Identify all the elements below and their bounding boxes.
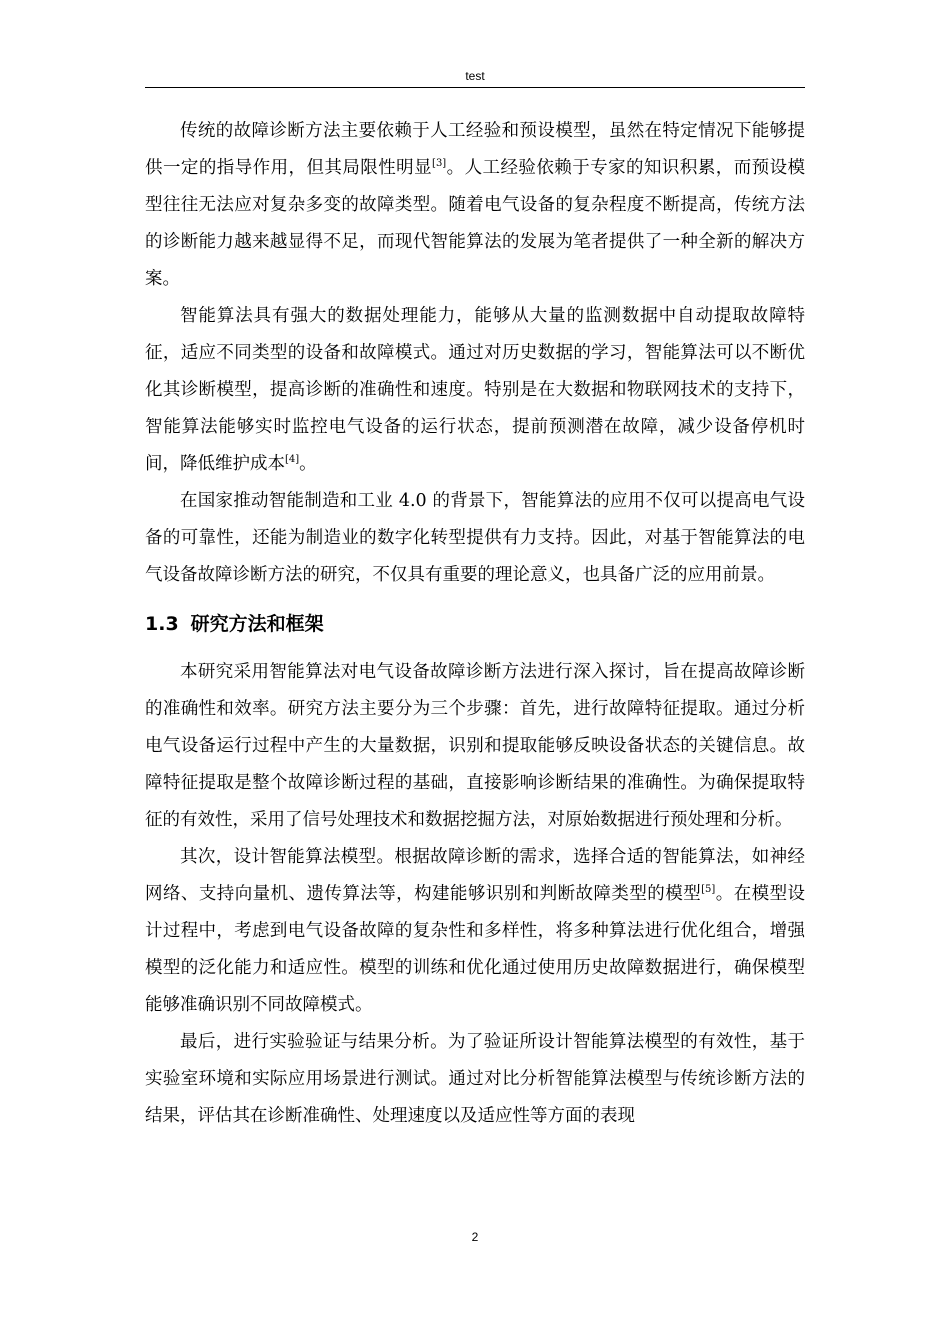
citation-ref: [5] [701,884,716,895]
paragraph-industry-4: 在国家推动智能制造和工业 4.0 的背景下，智能算法的应用不仅可以提高电气设备的可靠性，还能为制造业的数字化转型提供有力支持。因此，对基于智能算法的电气设备故障诊断方法的研究，不仅具有重要的理论意义，也具备广泛的应用前景。 [145,491,805,585]
section-title: 研究方法和框架 [190,613,324,635]
citation-ref: [4] [285,454,300,465]
citation-ref: [3] [432,158,447,169]
section-number: 1.3 [145,613,179,635]
section-heading [145,606,805,642]
page-header: test [465,69,485,83]
paragraph-experiment-validation: 最后，进行实验验证与结果分析。为了验证所设计智能算法模型的有效性，基于实验室环境和实际应用场景进行测试。通过对比分析智能算法模型与传统诊断方法的结果，评估其在诊断准确性、处理速度以及适应性等方面的表现 [145,1032,805,1126]
page-number: 2 [471,1230,479,1244]
paragraph-research-method: 本研究采用智能算法对电气设备故障诊断方法进行深入探讨，旨在提高故障诊断的准确性和效率。研究方法主要分为三个步骤：首先，进行故障特征提取。通过分析电气设备运行过程中产生的大量数据，识别和提取能够反映设备状态的关键信息。故障特征提取是整个故障诊断过程的基础，直接影响诊断结果的准确性。为确保提取特征的有效性，采用了信号处理技术和数据挖掘方法，对原始数据进行预处理和分析。 [145,662,805,830]
header-divider [145,87,805,88]
document-body [145,113,805,1135]
paragraph-intelligent-algorithms: 智能算法具有强大的数据处理能力，能够从大量的监测数据中自动提取故障特征，适应不同类型的设备和故障模式。通过对历史数据的学习，智能算法可以不断优化其诊断模型，提高诊断的准确性和速度。特别是在大数据和物联网技术的支持下，智能算法能够实时监控电气设备的运行状态，提前预测潜在故障，减少设备停机时间，降低维护成本[4]。 [145,306,805,474]
paragraph-traditional-methods: 传统的故障诊断方法主要依赖于人工经验和预设模型，虽然在特定情况下能够提供一定的指导作用，但其局限性明显[3]。人工经验依赖于专家的知识积累，而预设模型往往无法应对复杂多变的故障类型。随着电气设备的复杂程度不断提高，传统方法的诊断能力越来越显得不足，而现代智能算法的发展为笔者提供了一种全新的解决方案。 [145,121,806,289]
paragraph-model-design: 其次，设计智能算法模型。根据故障诊断的需求，选择合适的智能算法，如神经网络、支持向量机、遗传算法等，构建能够识别和判断故障类型的模型[5]。在模型设计过程中，考虑到电气设备故障的复杂性和多样性，将多种算法进行优化组合，增强模型的泛化能力和适应性。模型的训练和优化通过使用历史故障数据进行，确保模型能够准确识别不同故障模式。 [145,847,806,1015]
